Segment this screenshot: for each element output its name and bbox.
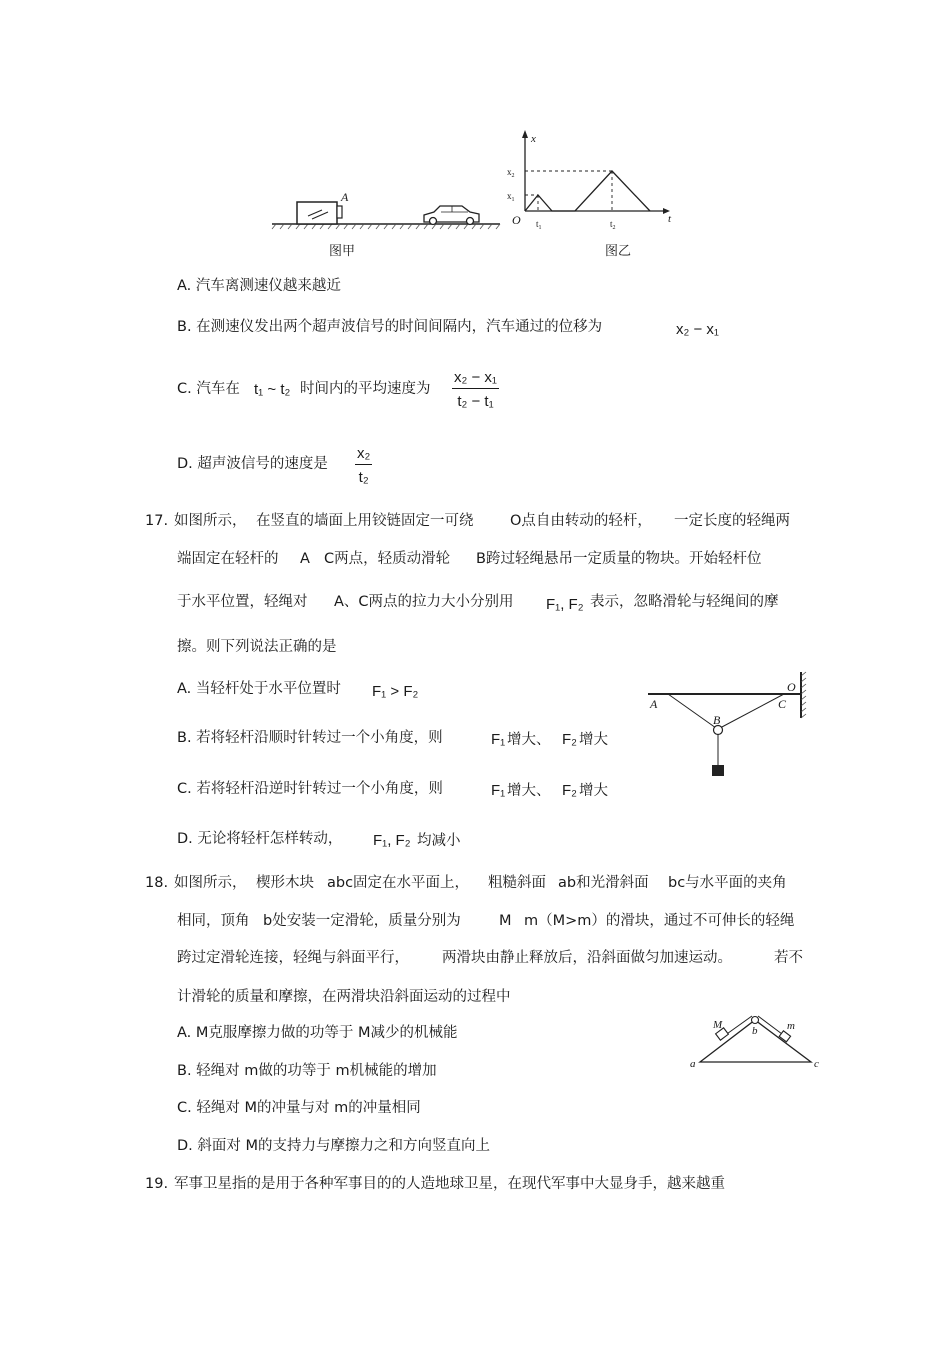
- label-m: m: [787, 1020, 795, 1032]
- label-A: A: [341, 190, 349, 204]
- q16-option-d: D. 超声波信号的速度是: [177, 456, 328, 472]
- fig-jia-caption: 图甲: [329, 244, 356, 259]
- axis-label-x: x: [531, 133, 536, 145]
- label-C: C: [778, 697, 787, 711]
- q18-stem-2a: 相同，顶角: [177, 913, 250, 929]
- q17-option-b-f2: F₂: [562, 731, 577, 748]
- q18-stem-3a: 跨过定滑轮连接，轻绳与斜面平行，: [177, 950, 409, 966]
- q17-option-d-expr: F₁, F₂: [373, 832, 411, 849]
- q17-stem-1a: 如图所示，: [174, 513, 247, 529]
- q18-option-b: B. 轻绳对 m做的功等于 m机械能的增加: [177, 1063, 437, 1079]
- q19-stem-1: 军事卫星指的是用于各种军事目的的人造地球卫星，在现代军事中大显身手，越来越重: [174, 1176, 725, 1192]
- q17-option-a: A. 当轻杆处于水平位置时: [177, 681, 341, 697]
- q17-stem-3c: F₁, F₂: [546, 596, 584, 613]
- label-b: b: [752, 1025, 758, 1037]
- q18-number: 18.: [145, 875, 169, 891]
- q17-option-b-end: 增大: [579, 732, 608, 748]
- q17-stem-3a: 于水平位置，轻绳对: [177, 594, 308, 610]
- q18-stem-1b: 楔形木块: [256, 875, 314, 891]
- q18-stem-1d: 粗糙斜面: [488, 875, 546, 891]
- q18-stem-4: 计滑轮的质量和摩擦，在两滑块沿斜面运动的过程中: [177, 989, 511, 1005]
- fraction-numerator: x₂: [355, 445, 372, 465]
- q16-option-c-text: 时间内的平均速度为: [300, 381, 431, 397]
- q17-option-c-mid: 增大、: [507, 783, 551, 799]
- label-A: A: [650, 697, 658, 711]
- q18-stem-3c: 若不: [774, 950, 803, 966]
- label-c: c: [814, 1058, 819, 1070]
- q16-option-b: B. 在测速仪发出两个超声波信号的时间间隔内，汽车通过的位移为: [177, 319, 603, 335]
- q19-number: 19.: [145, 1176, 169, 1192]
- pulley-b: [752, 1017, 759, 1024]
- q18-stem-1c: abc固定在水平面上，: [327, 875, 470, 891]
- q17-option-b: B. 若将轻杆沿顺时针转过一个小角度，则: [177, 730, 443, 746]
- label-B: B: [713, 713, 721, 727]
- q18-stem-3b: 两滑块由静止释放后，沿斜面做匀加速运动。: [442, 950, 732, 966]
- axis-label-t: t: [668, 213, 672, 225]
- q17-option-b-mid: 增大、: [507, 732, 551, 748]
- q17-stem-1b: 在竖直的墙面上用铰链固定一可绕: [256, 513, 474, 529]
- fraction-numerator: x₂ − x₁: [452, 369, 499, 389]
- q17-option-b-f1: F₁: [491, 731, 506, 748]
- q17-stem-1d: 一定长度的轻绳两: [674, 513, 790, 529]
- tick-t2: $t_2$: [610, 219, 616, 231]
- q17-option-c: C. 若将轻杆沿逆时针转过一个小角度，则: [177, 781, 443, 797]
- q18-stem-1e: ab和光滑斜面: [558, 875, 649, 891]
- q17-stem-3d: 表示，忽略滑轮与轻绳间的摩: [590, 594, 779, 610]
- q17-number: 17.: [145, 513, 169, 529]
- tick-x2: $x_2$: [507, 167, 515, 179]
- q18-option-c: C. 轻绳对 M的冲量与对 m的冲量相同: [177, 1100, 421, 1116]
- q18-stem-2b: b处安装一定滑轮，质量分别为: [263, 913, 461, 929]
- q18-option-d: D. 斜面对 M的支持力与摩擦力之和方向竖直向上: [177, 1138, 491, 1154]
- fraction-denominator: t₂ − t₁: [457, 393, 494, 410]
- fig-yi-caption: 图乙: [605, 244, 632, 259]
- q17-stem-2a: 端固定在轻杆的: [177, 551, 279, 567]
- q17-option-d-end: 均减小: [417, 833, 461, 849]
- q18-stem-1a: 如图所示，: [174, 875, 247, 891]
- q18-stem-2d: m（M>m）的滑块，通过不可伸长的轻绳: [524, 913, 795, 929]
- q18-stem-1f: bc与水平面的夹角: [668, 875, 787, 891]
- origin-label: O: [512, 213, 521, 227]
- label-O: O: [787, 680, 796, 694]
- q17-option-c-end: 增大: [579, 783, 608, 799]
- label-a: a: [690, 1058, 696, 1070]
- q18-stem-2c: M: [499, 913, 512, 929]
- fraction-denominator: t₂: [358, 469, 369, 486]
- q17-option-d: D. 无论将轻杆怎样转动，: [177, 831, 343, 847]
- q17-stem-2c: C两点，轻质动滑轮: [324, 551, 451, 567]
- q17-option-a-expr: F₁ > F₂: [372, 683, 419, 700]
- q18-option-a: A. M克服摩擦力做的功等于 M减少的机械能: [177, 1025, 458, 1041]
- tick-x1: $x_1$: [507, 191, 515, 203]
- tick-t1: $t_1$: [536, 219, 542, 231]
- q16-option-c-prefix: C. 汽车在: [177, 381, 240, 397]
- q17-option-c-f1: F₁: [491, 782, 506, 799]
- q16-option-a: A. 汽车离测速仪越来越近: [177, 278, 341, 294]
- q17-stem-3b: A、C两点的拉力大小分别用: [334, 594, 514, 610]
- q16-option-b-expr: x₂ − x₁: [676, 321, 719, 338]
- q17-option-c-f2: F₂: [562, 782, 577, 799]
- q16-option-c-range: t₁ ~ t₂: [254, 381, 291, 398]
- q17-stem-2b: A: [300, 551, 310, 567]
- q17-stem-2d: B跨过轻绳悬吊一定质量的物块。开始轻杆位: [476, 551, 762, 567]
- q17-stem-1c: O点自由转动的轻杆，: [510, 513, 652, 529]
- label-M: M: [713, 1019, 723, 1031]
- q17-stem-4: 擦。则下列说法正确的是: [177, 639, 337, 655]
